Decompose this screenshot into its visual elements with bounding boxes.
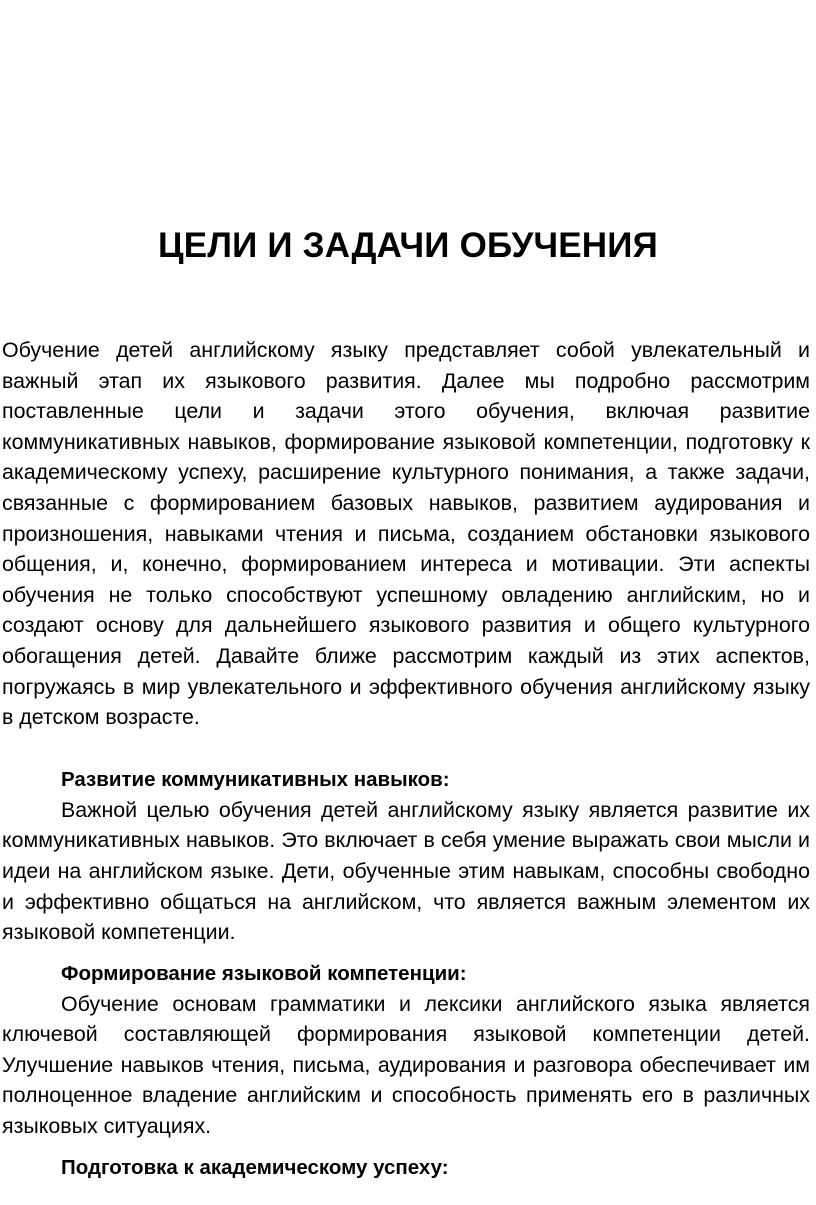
section-heading: Подготовка к академическому успеху: — [61, 1155, 449, 1179]
section-paragraph: Обучение основам грамматики и лексики английского языка является ключевой составляющей формирования языковой компетенции детей. Улучшение навыков чтения, письма, аудирования и разговора обеспечивает им полноценное владение английским и способность применять его в различных языковых ситуациях. — [2, 991, 810, 1139]
section-communication — [2, 764, 810, 948]
section-heading: Формирование языковой компетенции: — [61, 961, 467, 985]
document-content — [2, 335, 810, 1183]
section-heading: Развитие коммуникативных навыков: — [61, 767, 450, 791]
section-language-competence — [2, 958, 810, 1142]
section-academic-success — [2, 1152, 810, 1183]
page-title: ЦЕЛИ И ЗАДАЧИ ОБУЧЕНИЯ — [158, 226, 658, 265]
section-paragraph: Важной целью обучения детей английскому языку является развитие их коммуникативных навыков. Это включает в себя умение выражать свои мысли и идеи на английском языке. Дети, обученные этим навыкам, способны свободно и эффективно общаться на английском, что является важным элементом их языковой компетенции. — [2, 797, 810, 945]
intro-paragraph: Обучение детей английскому языку представляет собой увлекательный и важный этап их языкового развития. Далее мы подробно рассмотрим поставленные цели и задачи этого обучения, включая развитие коммуникативных навыков, формирование языковой компетенции, подготовку к академическому успеху, расширение культурного понимания, а также задачи, связанные с формированием базовых навыков, развитием аудирования и произношения, навыками чтения и письма, созданием обстановки языкового общения, и, конечно, формированием интереса и мотивации. Эти аспекты обучения не только способствуют успешному овладению английским, но и создают основу для дальнейшего языкового развития и общего культурного обогащения детей. Давайте ближе рассмотрим каждый из этих аспектов, погружаясь в мир увлекательного и эффективного обучения английскому языку в детском возрасте. — [2, 338, 810, 730]
